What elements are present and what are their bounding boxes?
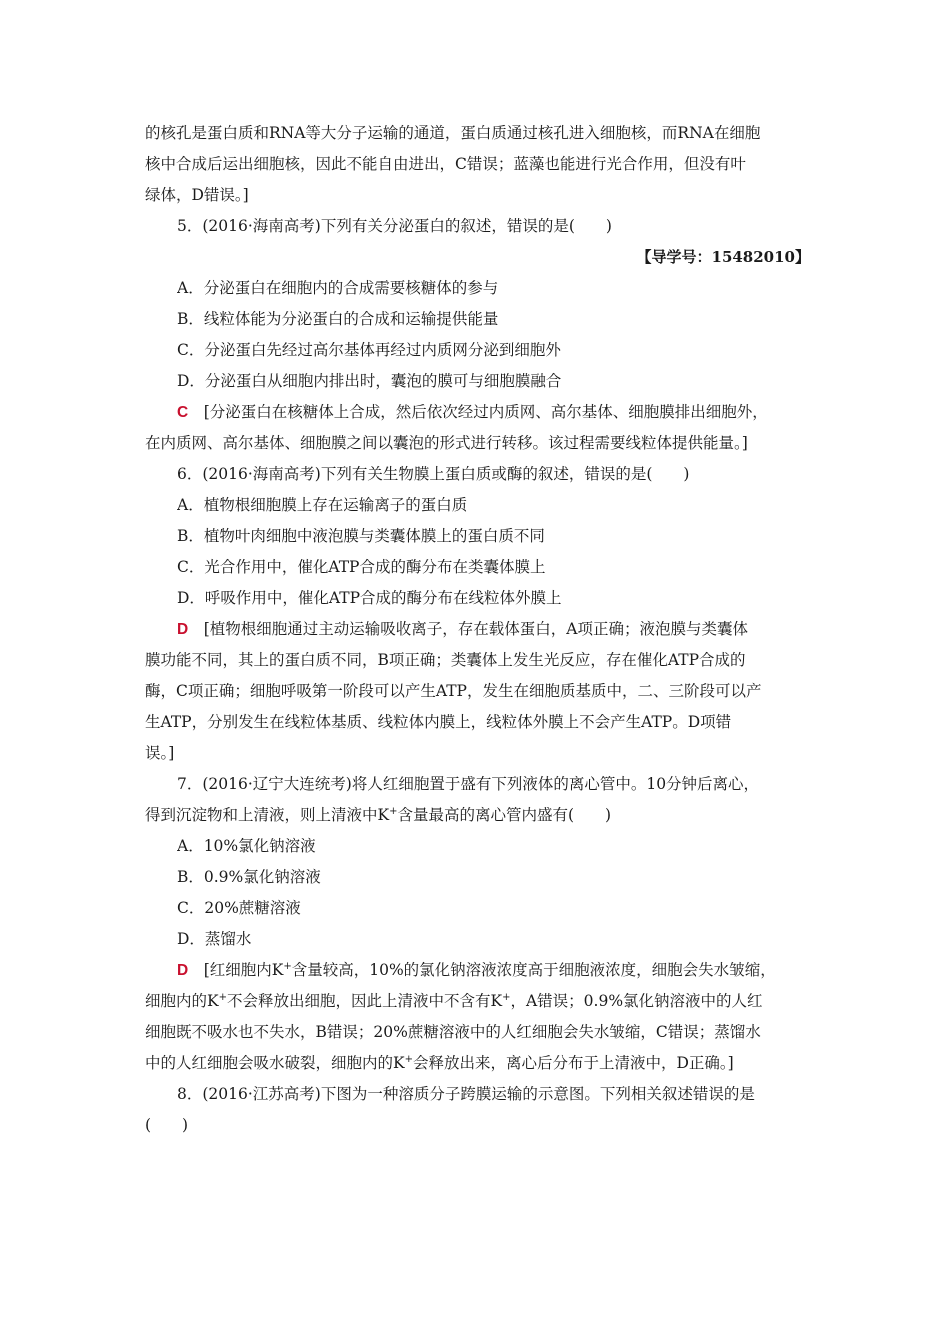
option-b: B．0.9%氯化钠溶液 <box>177 868 321 886</box>
question-6-stem: 6．(2016·海南高考)下列有关生物膜上蛋白质或酶的叙述，错误的是( ) <box>177 465 690 483</box>
answer-explanation-line: 中的人红细胞会吸水破裂，细胞内的K+会释放出来，离心后分布于上清液中，D正确。] <box>145 1053 734 1072</box>
option-d: D．分泌蛋白从细胞内排出时，囊泡的膜可与细胞膜融合 <box>177 372 562 390</box>
question-8-stem: 8．(2016·江苏高考)下图为一种溶质分子跨膜运输的示意图。下列相关叙述错误的是 <box>177 1085 755 1103</box>
option-a: A．分泌蛋白在细胞内的合成需要核糖体的参与 <box>177 279 499 297</box>
text-line: 绿体，D错误。] <box>145 186 249 204</box>
text-line: 的核孔是蛋白质和RNA等大分子运输的通道，蛋白质通过核孔进入细胞核，而RNA在细胞 <box>145 124 761 142</box>
answer-explanation-line: C [分泌蛋白在核糖体上合成，然后依次经过内质网、高尔基体、细胞膜排出细胞外， <box>177 403 768 421</box>
answer-explanation-line: D [红细胞内K+含量较高，10%的氯化钠溶液浓度高于细胞液浓度，细胞会失水皱缩， <box>177 960 776 979</box>
question-7-stem: 得到沉淀物和上清液，则上清液中K+含量最高的离心管内盛有( ) <box>145 805 612 824</box>
answer-explanation-line: 细胞既不吸水也不失水，B错误；20%蔗糖溶液中的人红细胞会失水皱缩，C错误；蒸馏水 <box>145 1023 761 1041</box>
question-7-stem: 7．(2016·辽宁大连统考)将人红细胞置于盛有下列液体的离心管中。10分钟后离心， <box>177 775 760 793</box>
option-b: B．线粒体能为分泌蛋白的合成和运输提供能量 <box>177 310 499 328</box>
answer-explanation-line: 细胞内的K+不会释放出细胞，因此上清液中不含有K+，A错误；0.9%氯化钠溶液中的人红 <box>145 991 763 1010</box>
option-d: D．呼吸作用中，催化ATP合成的酶分布在线粒体外膜上 <box>177 589 562 607</box>
answer-explanation-line: 在内质网、高尔基体、细胞膜之间以囊泡的形式进行转移。该过程需要线粒体提供能量。] <box>145 434 748 452</box>
option-c: C．20%蔗糖溶液 <box>177 899 301 917</box>
answer-explanation-line: 生ATP，分别发生在线粒体基质、线粒体内膜上，线粒体外膜上不会产生ATP。D项错 <box>145 713 732 731</box>
question-8-stem: ( ) <box>145 1116 189 1134</box>
option-a: A．10%氯化钠溶液 <box>177 837 316 855</box>
option-c: C．光合作用中，催化ATP合成的酶分布在类囊体膜上 <box>177 558 546 576</box>
answer-letter: D <box>177 621 189 638</box>
option-a: A．植物根细胞膜上存在运输离子的蛋白质 <box>177 496 468 514</box>
answer-explanation-line: 误。] <box>145 744 175 762</box>
answer-explanation-line: 膜功能不同，其上的蛋白质不同，B项正确；类囊体上发生光反应，存在催化ATP合成的 <box>145 651 746 669</box>
answer-explanation-line: 酶，C项正确；细胞呼吸第一阶段可以产生ATP，发生在细胞质基质中，二、三阶段可以产 <box>145 682 762 700</box>
text-line: 核中合成后运出细胞核，因此不能自由进出，C错误；蓝藻也能进行光合作用，但没有叶 <box>145 155 746 173</box>
question-5-stem: 5．(2016·海南高考)下列有关分泌蛋白的叙述，错误的是( ) <box>177 217 612 235</box>
reference-number: 【导学号：15482010】 <box>636 248 810 266</box>
answer-letter: D <box>177 962 189 979</box>
answer-letter: C <box>177 404 189 421</box>
option-d: D．蒸馏水 <box>177 930 252 948</box>
option-c: C．分泌蛋白先经过高尔基体再经过内质网分泌到细胞外 <box>177 341 561 359</box>
option-b: B．植物叶肉细胞中液泡膜与类囊体膜上的蛋白质不同 <box>177 527 545 545</box>
answer-explanation-line: D [植物根细胞通过主动运输吸收离子，存在载体蛋白，A项正确；液泡膜与类囊体 <box>177 620 748 638</box>
